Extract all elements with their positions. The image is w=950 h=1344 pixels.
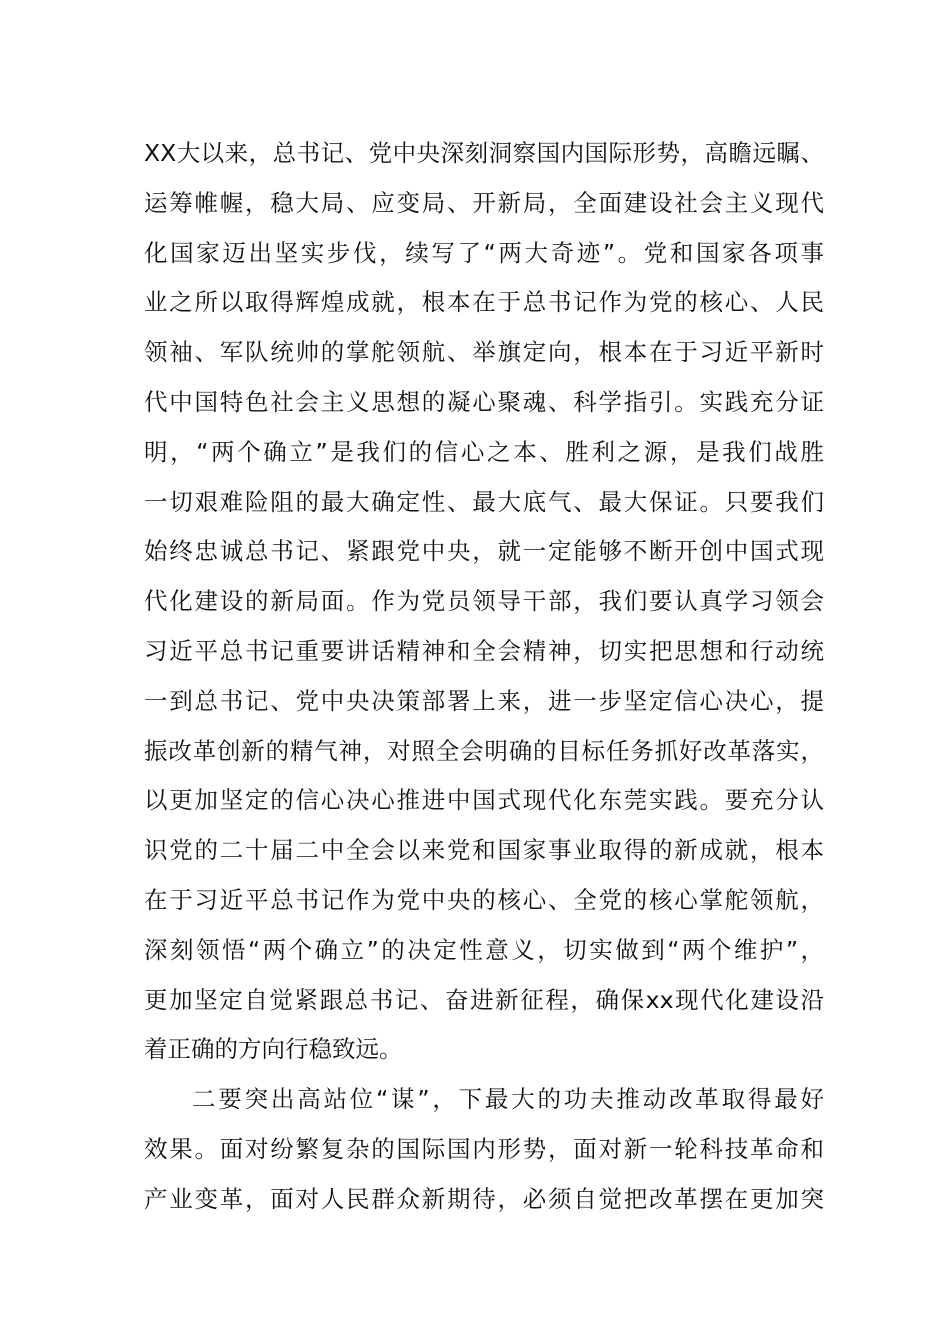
text-line: 一到总书记、党中央决策部署上来，进一步坚定信心决心，提 [144, 686, 824, 715]
text-line: 识党的二十届二中全会以来党和国家事业取得的新成就，根本 [144, 836, 824, 865]
text-line: 化国家迈出坚实步伐，续写了“两大奇迹”。党和国家各项事 [144, 238, 824, 267]
text-line: 深刻领悟“两个确立”的决定性意义，切实做到“两个维护”， [144, 935, 824, 964]
text-line: 在于习近平总书记作为党中央的核心、全党的核心掌舵领航， [144, 885, 824, 914]
text-line: 更加坚定自觉紧跟总书记、奋进新征程，确保xx现代化建设沿 [144, 985, 824, 1014]
text-line: 业之所以取得辉煌成就，根本在于总书记作为党的核心、人民 [144, 288, 824, 317]
text-line: 明，“两个确立”是我们的信心之本、胜利之源，是我们战胜 [144, 437, 824, 466]
text-line: 以更加坚定的信心决心推进中国式现代化东莞实践。要充分认 [144, 786, 824, 815]
text-line: 着正确的方向行稳致远。 [144, 1035, 403, 1064]
text-line: 习近平总书记重要讲话精神和全会精神，切实把思想和行动统 [144, 636, 824, 665]
text-line: 产业变革，面对人民群众新期待，必须自觉把改革摆在更加突 [144, 1184, 824, 1213]
text-line: 二要突出高站位“谋”，下最大的功夫推动改革取得最好 [192, 1085, 824, 1114]
text-line: XX大以来，总书记、党中央深刻洞察国内国际形势，高瞻远瞩、 [144, 139, 824, 167]
text-line: 始终忠诚总书记、紧跟党中央，就一定能够不断开创中国式现 [144, 537, 824, 566]
paragraph-1 [144, 129, 824, 1075]
document-body [144, 129, 824, 1225]
text-line: 代化建设的新局面。作为党员领导干部，我们要认真学习领会 [144, 587, 824, 616]
paragraph-2 [144, 1075, 824, 1224]
text-line: 代中国特色社会主义思想的凝心聚魂、科学指引。实践充分证 [144, 387, 824, 416]
text-line: 领袖、军队统帅的掌舵领航、举旗定向，根本在于习近平新时 [144, 338, 824, 367]
text-line: 一切艰难险阻的最大确定性、最大底气、最大保证。只要我们 [144, 487, 824, 516]
text-line: 振改革创新的精气神，对照全会明确的目标任务抓好改革落实， [144, 736, 824, 765]
text-line: 运筹帷幄，稳大局、应变局、开新局，全面建设社会主义现代 [144, 188, 824, 217]
text-line: 效果。面对纷繁复杂的国际国内形势，面对新一轮科技革命和 [144, 1134, 824, 1163]
